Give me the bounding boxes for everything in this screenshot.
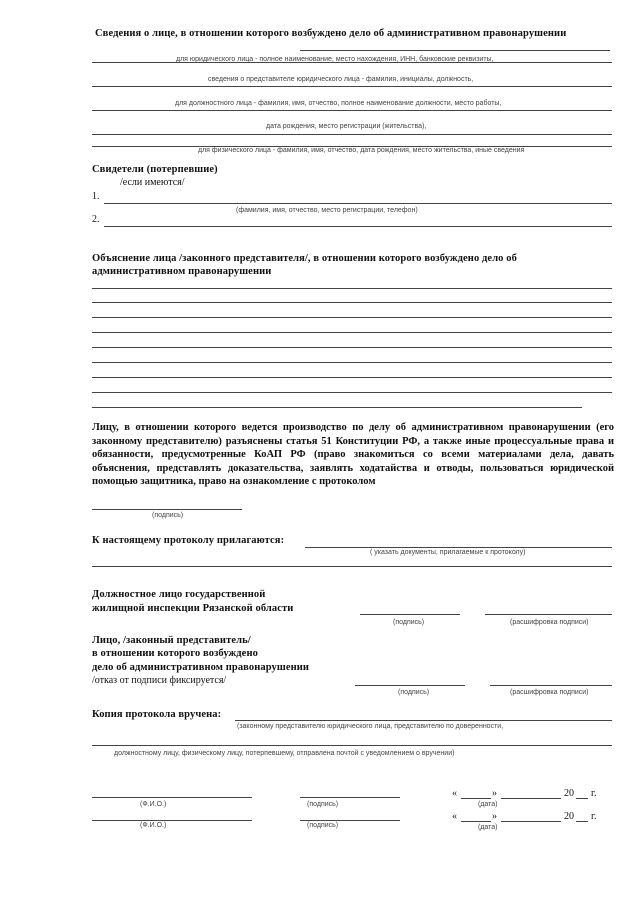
copy-line-1[interactable] [235, 720, 612, 721]
offender-line-3[interactable] [92, 86, 612, 87]
footer-fio-line-2[interactable] [92, 820, 252, 821]
copy-caption-2: должностному лицу, физическому лицу, потерпевшему, отправлена почтой с уведомлением о вручении) [114, 750, 455, 757]
offender-caption-person: для физического лица - фамилия, имя, отчество, дата рождения, место жительства, иные сведения [198, 147, 525, 154]
person-label-line1: Лицо, /законный представитель/ [92, 635, 251, 646]
offender-line-1[interactable] [300, 50, 610, 51]
inspector-sign-line[interactable] [360, 614, 460, 615]
inspector-decode-line[interactable] [485, 614, 612, 615]
inspector-sign-caption: (подпись) [393, 619, 425, 626]
footer-year-line-2[interactable] [576, 821, 588, 822]
attachments-heading: К настоящему протоколу прилагаются: [92, 535, 285, 546]
rights-sign-line[interactable] [92, 509, 242, 510]
footer-month-line-2[interactable] [501, 821, 561, 822]
witness-number-1: 1. [92, 191, 100, 202]
inspector-label-line1: Должностное лицо государственной [92, 589, 266, 600]
offender-line-4[interactable] [92, 110, 612, 111]
witness-number-2: 2. [92, 214, 100, 225]
footer-sign-line-1[interactable] [300, 797, 400, 798]
explanation-line-4[interactable] [92, 332, 612, 333]
footer-quote-close-1: » [492, 788, 497, 799]
offender-caption-legal: для юридического лица - полное наименование, место нахождения, ИНН, банковские реквизиты, [176, 56, 494, 63]
explanation-line-1[interactable] [92, 288, 612, 289]
inspector-label-line2: жилищной инспекции Рязанской области [92, 603, 294, 614]
explanation-line-6[interactable] [92, 362, 612, 363]
copy-heading: Копия протокола вручена: [92, 709, 222, 720]
rights-paragraph: Лицу, в отношении которого ведется производство по делу об административном правонарушении (его законному представителю) разъяснены статья 51 Конституции РФ, а также иные процессуальные права и обязанности, предусмотренные КоАП РФ (право знакомиться со всеми материалами дела, давать объяснения, представлять доказательства, заявлять ходатайства и отводы, пользоваться юридической помощью защитника, право на ознакомление с протоколом [92, 422, 614, 487]
footer-year-line-1[interactable] [576, 798, 588, 799]
footer-year-prefix-1: 20 [564, 788, 574, 799]
witnesses-subtitle: /если имеются/ [120, 177, 185, 188]
explanation-heading-line2: административном правонарушении [92, 266, 272, 277]
explanation-line-9[interactable] [92, 407, 582, 408]
explanation-line-3[interactable] [92, 317, 612, 318]
rights-sign-caption: (подпись) [152, 512, 184, 519]
inspector-decode-caption: (расшифровка подписи) [510, 619, 589, 626]
offender-caption-official: для должностного лица - фамилия, имя, отчество, полное наименование должности, место работы, [175, 100, 502, 107]
person-sign-caption: (подпись) [398, 689, 430, 696]
witness-field-2[interactable] [104, 226, 612, 227]
explanation-heading-line1: Объяснение лица /законного представителя/, в отношении которого возбуждено дело об [92, 253, 517, 264]
explanation-line-5[interactable] [92, 347, 612, 348]
witness-field-1[interactable] [104, 203, 612, 204]
offender-line-5[interactable] [92, 134, 612, 135]
footer-quote-open-2: « [452, 811, 457, 822]
footer-fio-line-1[interactable] [92, 797, 252, 798]
footer-fio-caption-1: (Ф.И.О.) [140, 801, 167, 808]
copy-line-2[interactable] [92, 745, 612, 746]
footer-quote-close-2: » [492, 811, 497, 822]
footer-sign-line-2[interactable] [300, 820, 400, 821]
footer-year-suffix-2: г. [591, 811, 597, 822]
offender-caption-rep: сведения о представителе юридического лица - фамилия, инициалы, должность, [208, 76, 474, 83]
footer-month-line-1[interactable] [501, 798, 561, 799]
person-label-line3: дело об административном правонарушении [92, 662, 310, 673]
explanation-line-7[interactable] [92, 377, 612, 378]
person-decode-caption: (расшифровка подписи) [510, 689, 589, 696]
person-sign-line[interactable] [355, 685, 465, 686]
explanation-line-2[interactable] [92, 302, 612, 303]
person-label-line4: /отказ от подписи фиксируется/ [92, 675, 227, 686]
footer-day-line-1[interactable] [461, 798, 491, 799]
footer-date-caption-2: (дата) [478, 824, 498, 831]
copy-caption-1: (законному представителю юридического лица, представителю по доверенности, [237, 723, 504, 730]
footer-day-line-2[interactable] [461, 821, 491, 822]
footer-year-suffix-1: г. [591, 788, 597, 799]
footer-sign-caption-2: (подпись) [307, 822, 339, 829]
person-label-line2: в отношении которого возбуждено [92, 648, 258, 659]
attachments-line-1[interactable] [305, 547, 612, 548]
offender-caption-birth: дата рождения, место регистрации (жительства), [266, 123, 427, 130]
person-decode-line[interactable] [490, 685, 612, 686]
footer-quote-open-1: « [452, 788, 457, 799]
witnesses-caption: (фамилия, имя, отчество, место регистрации, телефон) [236, 207, 418, 214]
attachments-line-2[interactable] [92, 566, 612, 567]
witnesses-heading: Свидетели (потерпевшие) [92, 164, 218, 175]
offender-heading: Сведения о лице, в отношении которого возбуждено дело об административном правонарушении [95, 28, 567, 39]
footer-sign-caption-1: (подпись) [307, 801, 339, 808]
explanation-line-8[interactable] [92, 392, 612, 393]
footer-year-prefix-2: 20 [564, 811, 574, 822]
footer-date-caption-1: (дата) [478, 801, 498, 808]
footer-fio-caption-2: (Ф.И.О.) [140, 822, 167, 829]
attachments-caption: ( указать документы, прилагаемые к протоколу) [370, 549, 526, 556]
